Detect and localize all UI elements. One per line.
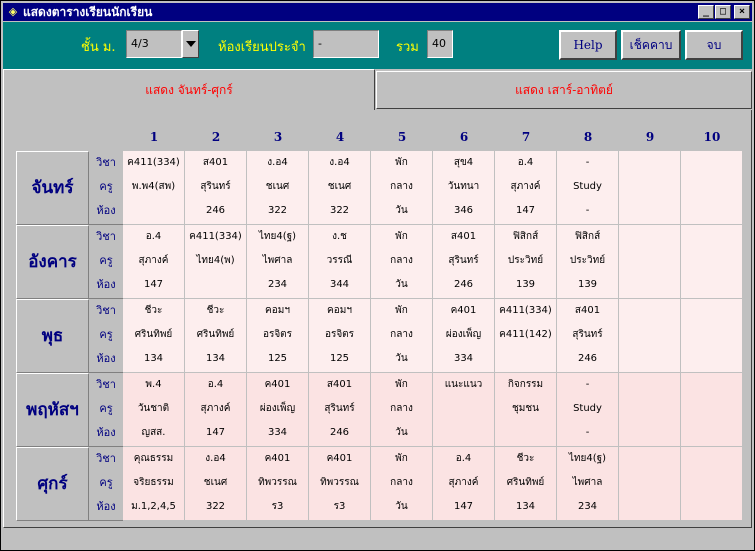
- check-period-button[interactable]: เช็คคาบ: [621, 30, 681, 60]
- day-label: จันทร์: [16, 151, 89, 225]
- room-text: [681, 199, 742, 223]
- subject-text: ส401: [326, 379, 353, 390]
- tab-weekdays[interactable]: แสดง จันทร์-ศุกร์: [3, 69, 375, 111]
- subject-text: สุข4: [453, 157, 474, 168]
- teacher-text: Study: [573, 181, 602, 192]
- row-labels: [89, 151, 123, 225]
- period-header: 10: [703, 130, 721, 144]
- subject-text: อ.4: [455, 453, 472, 464]
- teacher-text: [433, 397, 494, 421]
- room-text: 147: [205, 427, 226, 438]
- subject-text: [619, 373, 680, 397]
- row-label: ครู: [99, 254, 113, 267]
- room-text: [619, 273, 680, 297]
- schedule-cell[interactable]: [495, 299, 557, 373]
- teacher-text: สุภางค์: [138, 255, 169, 266]
- schedule-cell[interactable]: [433, 299, 495, 373]
- period-header: 9: [645, 130, 655, 144]
- room-text: ม.1,2,4,5: [131, 501, 176, 512]
- subject-text: คอมฯ: [265, 305, 290, 316]
- room-text: วัน: [395, 427, 408, 438]
- class-select[interactable]: 4/3: [126, 30, 182, 58]
- room-text: 246: [453, 279, 474, 290]
- room-text: 246: [329, 427, 350, 438]
- teacher-text: ชเนศ: [265, 181, 290, 192]
- teacher-text: [681, 471, 742, 495]
- schedule-cell[interactable]: [371, 151, 433, 225]
- room-text: 322: [329, 205, 350, 216]
- schedule-cell[interactable]: [247, 225, 309, 299]
- teacher-text: สุรินทร์: [324, 403, 355, 414]
- help-button[interactable]: Help: [559, 30, 617, 60]
- subject-text: [681, 225, 742, 249]
- row-label: วิชา: [96, 304, 116, 317]
- room-text: 334: [453, 353, 474, 364]
- schedule-cell[interactable]: [309, 447, 371, 521]
- teacher-text: ค411(142): [499, 329, 552, 340]
- schedule-panel: [3, 110, 752, 528]
- row-labels: [89, 299, 123, 373]
- subject-text: กิจกรรม: [507, 379, 544, 390]
- room-text: 344: [329, 279, 350, 290]
- room-text: 234: [267, 279, 288, 290]
- row-label: วิชา: [96, 156, 116, 169]
- total-label: รวม: [396, 40, 419, 55]
- room-text: 134: [515, 501, 536, 512]
- room-text: วัน: [395, 353, 408, 364]
- teacher-text: [619, 249, 680, 273]
- subject-text: ง.อ4: [329, 157, 350, 168]
- subject-text: [619, 299, 680, 323]
- schedule-cell[interactable]: [247, 151, 309, 225]
- teacher-text: ศรินทิพย์: [134, 329, 173, 340]
- subject-text: [681, 373, 742, 397]
- room-text: 134: [205, 353, 226, 364]
- row-label: ครู: [99, 328, 113, 341]
- period-header: 1: [149, 130, 159, 144]
- row-label: วิชา: [96, 378, 116, 391]
- subject-text: อ.4: [517, 157, 534, 168]
- room-text: [123, 199, 184, 223]
- teacher-text: ประวิทย์: [569, 255, 606, 266]
- schedule-cell[interactable]: [557, 151, 619, 225]
- subject-text: [619, 151, 680, 175]
- room-text: [495, 421, 556, 445]
- room-text: ญสส.: [141, 427, 166, 438]
- toolbar: [3, 22, 752, 69]
- subject-text: [681, 151, 742, 175]
- maximize-button[interactable]: □: [715, 5, 731, 19]
- room-text: 322: [267, 205, 288, 216]
- room-text: ร3: [271, 501, 284, 512]
- room-text: 147: [143, 279, 164, 290]
- teacher-text: วันชาติ: [137, 403, 170, 414]
- subject-text: พัก: [395, 453, 408, 464]
- room-text: [433, 421, 494, 445]
- subject-text: ฟิสิกส์: [574, 231, 601, 242]
- subject-text: ส401: [450, 231, 477, 242]
- app-icon: ◈: [8, 5, 18, 18]
- teacher-text: [681, 323, 742, 347]
- room-text: [619, 199, 680, 223]
- room-text: 139: [515, 279, 536, 290]
- schedule-cell[interactable]: [123, 299, 185, 373]
- room-text: [619, 347, 680, 371]
- row-label: ครู: [99, 402, 113, 415]
- room-text: 139: [577, 279, 598, 290]
- period-header: 7: [521, 130, 531, 144]
- teacher-text: กลาง: [390, 255, 413, 266]
- subject-text: ค401: [264, 453, 291, 464]
- teacher-text: [681, 249, 742, 273]
- subject-text: ชีวะ: [206, 305, 225, 316]
- subject-text: ไทย4(ฐ): [568, 453, 607, 464]
- schedule-cell[interactable]: [557, 447, 619, 521]
- tab-weekend[interactable]: แสดง เสาร์-อาทิตย์: [376, 71, 752, 109]
- subject-text: พัก: [395, 379, 408, 390]
- subject-text: คอมฯ: [327, 305, 352, 316]
- room-text: วัน: [395, 205, 408, 216]
- subject-text: -: [585, 157, 590, 168]
- schedule-cell[interactable]: [619, 225, 681, 299]
- teacher-text: จริยธรรม: [133, 477, 174, 488]
- subject-text: แนะแนว: [444, 379, 483, 390]
- room-text: 125: [329, 353, 350, 364]
- row-label: ครู: [99, 476, 113, 489]
- schedule-cell[interactable]: [123, 151, 185, 225]
- schedule-cell[interactable]: [681, 151, 743, 225]
- subject-text: ง.อ4: [205, 453, 226, 464]
- teacher-text: ทิพวรรณ: [320, 477, 359, 488]
- teacher-text: อรจิตร: [262, 329, 293, 340]
- row-label: ครู: [99, 180, 113, 193]
- room-text: 147: [515, 205, 536, 216]
- schedule-cell[interactable]: [123, 225, 185, 299]
- schedule-cell[interactable]: [185, 299, 247, 373]
- subject-text: ส401: [202, 157, 229, 168]
- period-header: 2: [211, 130, 221, 144]
- schedule-cell[interactable]: [123, 373, 185, 447]
- period-header: 5: [397, 130, 407, 144]
- subject-text: ไทย4(ฐ): [258, 231, 297, 242]
- schedule-cell[interactable]: [433, 447, 495, 521]
- window-title: แสดงตารางเรียนนักเรียน: [23, 4, 153, 19]
- schedule-cell[interactable]: [495, 447, 557, 521]
- room-text: ร3: [333, 501, 346, 512]
- subject-text: ง.อ4: [267, 157, 288, 168]
- teacher-text: [619, 323, 680, 347]
- teacher-text: ศรินทิพย์: [506, 477, 545, 488]
- room-text: [495, 347, 556, 371]
- close-button[interactable]: ×: [734, 5, 750, 19]
- teacher-text: กลาง: [390, 403, 413, 414]
- room-text: 125: [267, 353, 288, 364]
- subject-text: [681, 447, 742, 471]
- schedule-cell[interactable]: [557, 225, 619, 299]
- schedule-cell[interactable]: [495, 373, 557, 447]
- schedule-cell[interactable]: [619, 373, 681, 447]
- row-labels: [89, 225, 123, 299]
- teacher-text: ชเนศ: [203, 477, 228, 488]
- teacher-text: ผ่องเพ็ญ: [259, 403, 296, 414]
- teacher-text: กลาง: [390, 329, 413, 340]
- teacher-text: สุภางค์: [200, 403, 231, 414]
- title-bar: [3, 3, 752, 21]
- room-text: วัน: [395, 279, 408, 290]
- homeroom-field[interactable]: -: [313, 30, 379, 58]
- schedule-cell[interactable]: [247, 299, 309, 373]
- class-dropdown-button[interactable]: [182, 30, 199, 58]
- schedule-cell[interactable]: [309, 151, 371, 225]
- schedule-cell[interactable]: [681, 373, 743, 447]
- subject-text: ชีวะ: [144, 305, 163, 316]
- teacher-text: ประวิทย์: [507, 255, 544, 266]
- subject-text: ชีวะ: [516, 453, 535, 464]
- teacher-text: ศรินทิพย์: [196, 329, 235, 340]
- schedule-cell[interactable]: [433, 225, 495, 299]
- subject-text: ค401: [326, 453, 353, 464]
- homeroom-label: ห้องเรียนประจำ: [218, 40, 306, 55]
- room-text: 234: [577, 501, 598, 512]
- teacher-text: ผ่องเพ็ญ: [445, 329, 482, 340]
- room-text: [619, 421, 680, 445]
- row-labels: [89, 373, 123, 447]
- subject-text: [619, 225, 680, 249]
- day-range-tabs: [3, 69, 752, 111]
- row-label: วิชา: [96, 452, 116, 465]
- schedule-cell[interactable]: [433, 373, 495, 447]
- schedule-cell[interactable]: [433, 151, 495, 225]
- schedule-cell[interactable]: [185, 225, 247, 299]
- teacher-text: วันทนา: [447, 181, 480, 192]
- period-header: 8: [583, 130, 593, 144]
- schedule-cell[interactable]: [619, 151, 681, 225]
- schedule-cell[interactable]: [681, 225, 743, 299]
- teacher-text: ไพศาล: [572, 477, 603, 488]
- day-label: อังคาร: [16, 225, 89, 299]
- row-label: ห้อง: [96, 352, 116, 365]
- schedule-cell[interactable]: [309, 373, 371, 447]
- teacher-text: สุรินทร์: [572, 329, 603, 340]
- teacher-text: กลาง: [390, 477, 413, 488]
- subject-text: ฟิสิกส์: [512, 231, 539, 242]
- subject-text: ค411(334): [499, 305, 552, 316]
- teacher-text: ชเนศ: [327, 181, 352, 192]
- schedule-cell[interactable]: [247, 373, 309, 447]
- day-label: พฤหัสฯ: [16, 373, 89, 447]
- class-label: ชั้น ม.: [81, 40, 116, 55]
- room-text: [185, 273, 246, 297]
- schedule-cell[interactable]: [557, 299, 619, 373]
- schedule-cell[interactable]: [371, 447, 433, 521]
- total-field: 40: [427, 30, 453, 58]
- subject-text: ค401: [264, 379, 291, 390]
- schedule-cell[interactable]: [247, 447, 309, 521]
- subject-text: -: [585, 379, 590, 390]
- schedule-cell[interactable]: [185, 373, 247, 447]
- schedule-cell[interactable]: [495, 225, 557, 299]
- teacher-text: สุรินทร์: [200, 181, 231, 192]
- schedule-cell[interactable]: [123, 447, 185, 521]
- subject-text: ง.ช: [332, 231, 347, 242]
- teacher-text: พ.พ4(สพ): [131, 181, 176, 192]
- room-text: [681, 495, 742, 519]
- row-labels: [89, 447, 123, 521]
- schedule-cell[interactable]: [619, 299, 681, 373]
- teacher-text: สุภางค์: [448, 477, 479, 488]
- row-label: ห้อง: [96, 278, 116, 291]
- minimize-button[interactable]: _: [698, 5, 714, 19]
- day-label: ศุกร์: [16, 447, 89, 521]
- room-text: [681, 273, 742, 297]
- schedule-cell[interactable]: [185, 447, 247, 521]
- row-label: ห้อง: [96, 500, 116, 513]
- teacher-text: ไทย4(พ): [196, 255, 235, 266]
- room-text: [681, 421, 742, 445]
- schedule-cell[interactable]: [371, 225, 433, 299]
- room-text: -: [585, 205, 590, 216]
- subject-text: ส401: [574, 305, 601, 316]
- room-text: 134: [143, 353, 164, 364]
- room-text: [619, 495, 680, 519]
- schedule-cell[interactable]: [619, 447, 681, 521]
- subject-text: อ.4: [207, 379, 224, 390]
- period-header: 6: [459, 130, 469, 144]
- row-label: ห้อง: [96, 426, 116, 439]
- teacher-text: [619, 397, 680, 421]
- room-text: 322: [205, 501, 226, 512]
- room-text: 346: [453, 205, 474, 216]
- schedule-cell[interactable]: [557, 373, 619, 447]
- teacher-text: ชุมชน: [511, 403, 539, 414]
- room-text: 334: [267, 427, 288, 438]
- schedule-cell[interactable]: [309, 299, 371, 373]
- room-text: 246: [577, 353, 598, 364]
- subject-text: ค411(334): [127, 157, 180, 168]
- teacher-text: ไพศาล: [262, 255, 293, 266]
- room-text: [681, 347, 742, 371]
- row-label: ห้อง: [96, 204, 116, 217]
- subject-text: อ.4: [145, 231, 162, 242]
- schedule-cell[interactable]: [495, 151, 557, 225]
- subject-text: คุณธรรม: [133, 453, 174, 464]
- schedule-cell[interactable]: [681, 299, 743, 373]
- row-label: วิชา: [96, 230, 116, 243]
- teacher-text: กลาง: [390, 181, 413, 192]
- teacher-text: Study: [573, 403, 602, 414]
- chevron-down-icon: [186, 41, 196, 47]
- subject-text: [681, 299, 742, 323]
- teacher-text: [619, 175, 680, 199]
- period-header: 4: [335, 130, 345, 144]
- teacher-text: วรรณี: [326, 255, 353, 266]
- period-header: 3: [273, 130, 283, 144]
- schedule-cell[interactable]: [681, 447, 743, 521]
- teacher-text: อรจิตร: [324, 329, 355, 340]
- schedule-cell[interactable]: [309, 225, 371, 299]
- teacher-text: [619, 471, 680, 495]
- subject-text: พัก: [395, 157, 408, 168]
- exit-button[interactable]: จบ: [685, 30, 743, 60]
- schedule-cell[interactable]: [371, 373, 433, 447]
- schedule-cell[interactable]: [185, 151, 247, 225]
- subject-text: ค411(334): [189, 231, 242, 242]
- subject-text: พัก: [395, 305, 408, 316]
- schedule-cell[interactable]: [371, 299, 433, 373]
- room-text: วัน: [395, 501, 408, 512]
- subject-text: ค401: [450, 305, 477, 316]
- subject-text: พัก: [395, 231, 408, 242]
- day-label: พุธ: [16, 299, 89, 373]
- teacher-text: [681, 397, 742, 421]
- subject-text: [619, 447, 680, 471]
- teacher-text: [681, 175, 742, 199]
- subject-text: พ.4: [145, 379, 162, 390]
- room-text: 147: [453, 501, 474, 512]
- teacher-text: สุภางค์: [510, 181, 541, 192]
- room-text: -: [585, 427, 590, 438]
- room-text: 246: [205, 205, 226, 216]
- teacher-text: สุรินทร์: [448, 255, 479, 266]
- teacher-text: ทิพวรรณ: [258, 477, 297, 488]
